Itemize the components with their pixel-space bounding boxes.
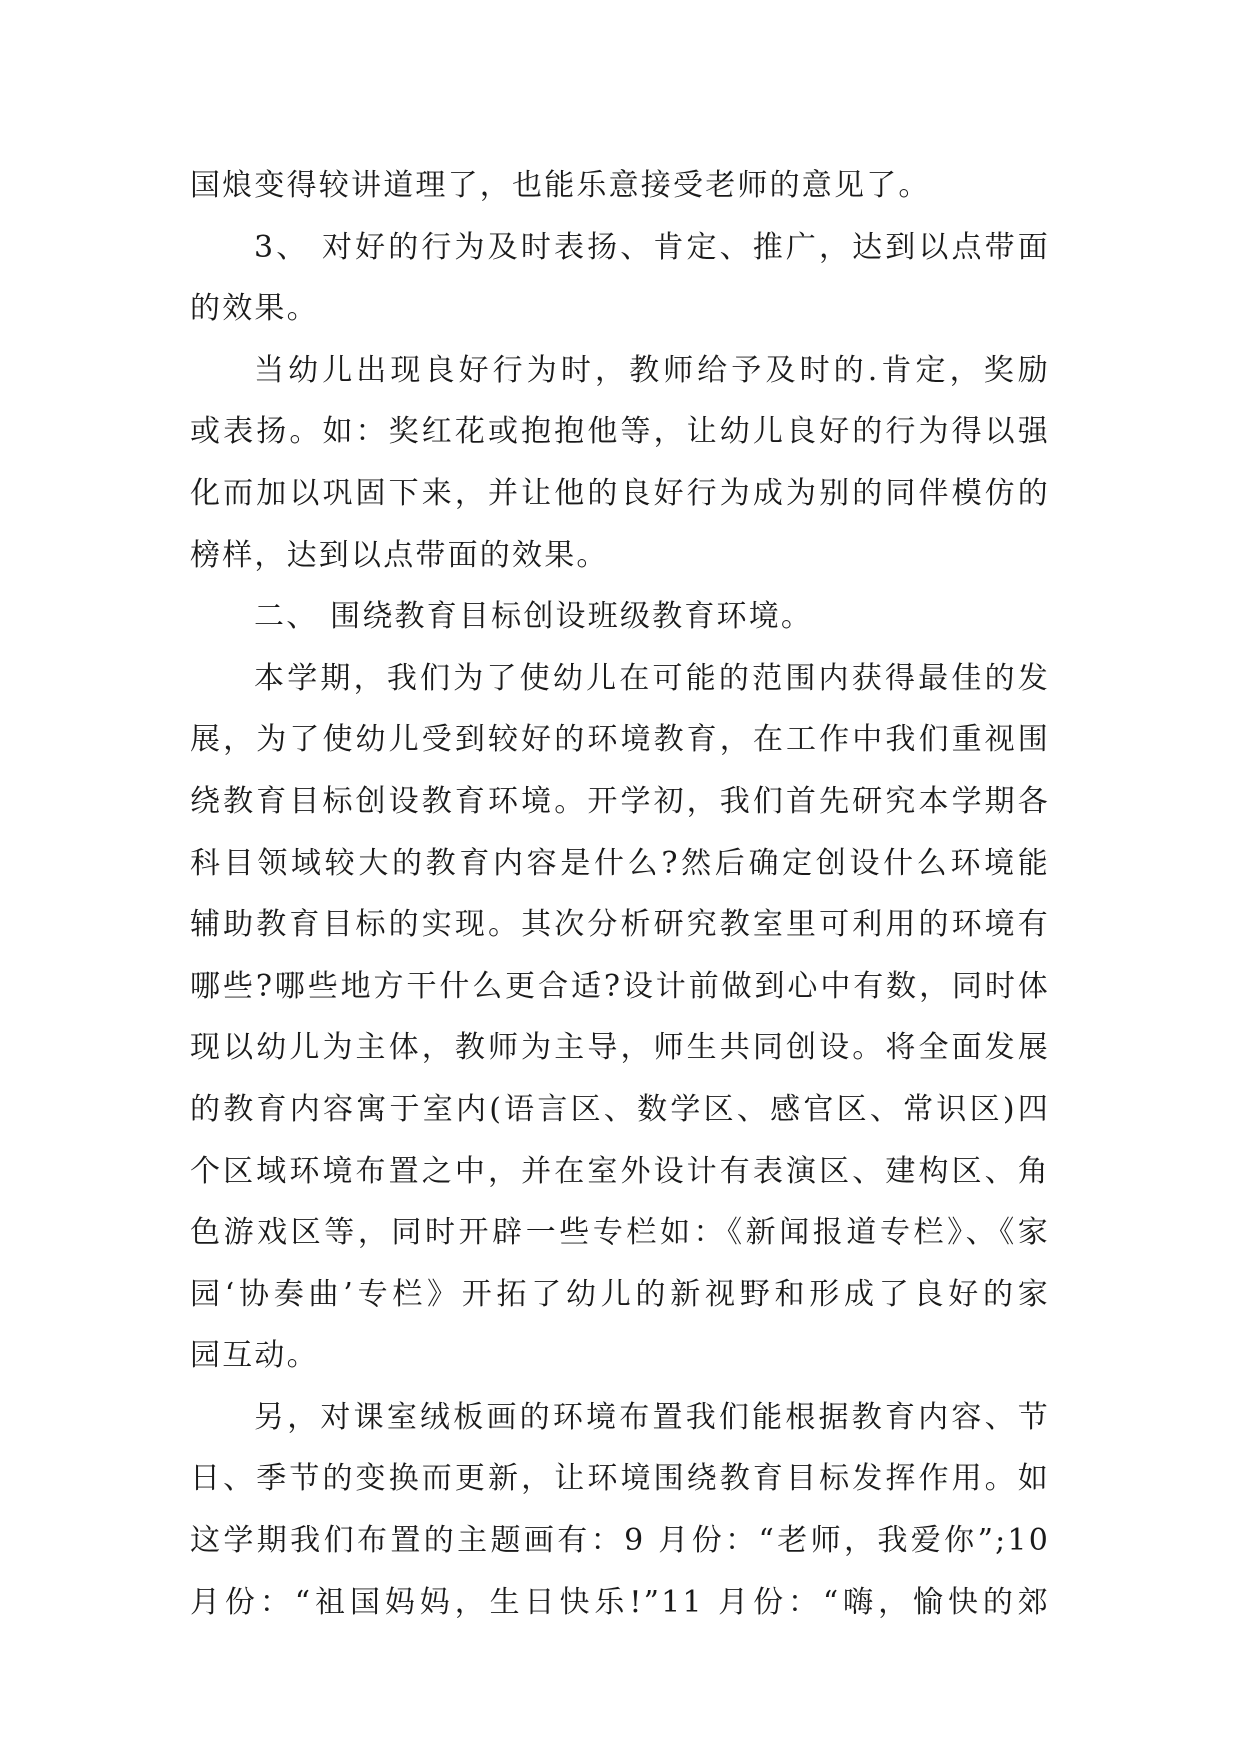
section-heading: 二、 围绕教育目标创设班级教育环境。 bbox=[254, 599, 814, 635]
text-line: 园互动。 bbox=[190, 1338, 319, 1374]
text-line: 化而加以巩固下来，并让他的良好行为成为别的同伴模仿的 bbox=[190, 475, 1050, 511]
text-line: 月份：“祖国妈妈，生日快乐!”11 月份：“嗨，愉快的郊 bbox=[190, 1584, 1050, 1620]
text-line: 的教育内容寓于室内(语言区、数学区、感官区、常识区)四 bbox=[190, 1091, 1050, 1127]
text-line: 个区域环境布置之中，并在室外设计有表演区、建构区、角 bbox=[190, 1153, 1050, 1189]
text-line: 或表扬。如：奖红花或抱抱他等，让幼儿良好的行为得以强 bbox=[190, 414, 1050, 450]
text-line: 的效果。 bbox=[190, 291, 319, 327]
text-line: 科目领域较大的教育内容是什么?然后确定创设什么环境能 bbox=[190, 845, 1050, 881]
text-line: 另，对课室绒板画的环境布置我们能根据教育内容、节 bbox=[254, 1399, 1050, 1435]
text-line: 现以幼儿为主体，教师为主导，师生共同创设。将全面发展 bbox=[190, 1030, 1050, 1066]
text-line: 日、季节的变换而更新，让环境围绕教育目标发挥作用。如 bbox=[190, 1461, 1050, 1497]
text-line: 辅助教育目标的实现。其次分析研究教室里可利用的环境有 bbox=[190, 907, 1050, 943]
text-line: 哪些?哪些地方干什么更合适?设计前做到心中有数，同时体 bbox=[190, 968, 1050, 1004]
text-line: 这学期我们布置的主题画有：9 月份：“老师，我爱你”;10 bbox=[190, 1523, 1050, 1559]
text-line: 3、 对好的行为及时表扬、肯定、推广，达到以点带面 bbox=[254, 229, 1050, 265]
text-line: 绕教育目标创设教育环境。开学初，我们首先研究本学期各 bbox=[190, 783, 1050, 819]
text-line: 园‘协奏曲’专栏》开拓了幼儿的新视野和形成了良好的家 bbox=[190, 1276, 1050, 1312]
text-line: 本学期，我们为了使幼儿在可能的范围内获得最佳的发 bbox=[254, 660, 1050, 696]
text-line: 展，为了使幼儿受到较好的环境教育，在工作中我们重视围 bbox=[190, 722, 1050, 758]
document-body bbox=[190, 155, 1050, 1633]
text-line: 榜样，达到以点带面的效果。 bbox=[190, 537, 609, 573]
text-line: 色游戏区等，同时开辟一些专栏如：《新闻报道专栏》、《家 bbox=[190, 1215, 1050, 1251]
text-line: 当幼儿出现良好行为时，教师给予及时的.肯定，奖励 bbox=[254, 352, 1050, 388]
text-line: 国烺变得较讲道理了，也能乐意接受老师的意见了。 bbox=[190, 168, 931, 203]
